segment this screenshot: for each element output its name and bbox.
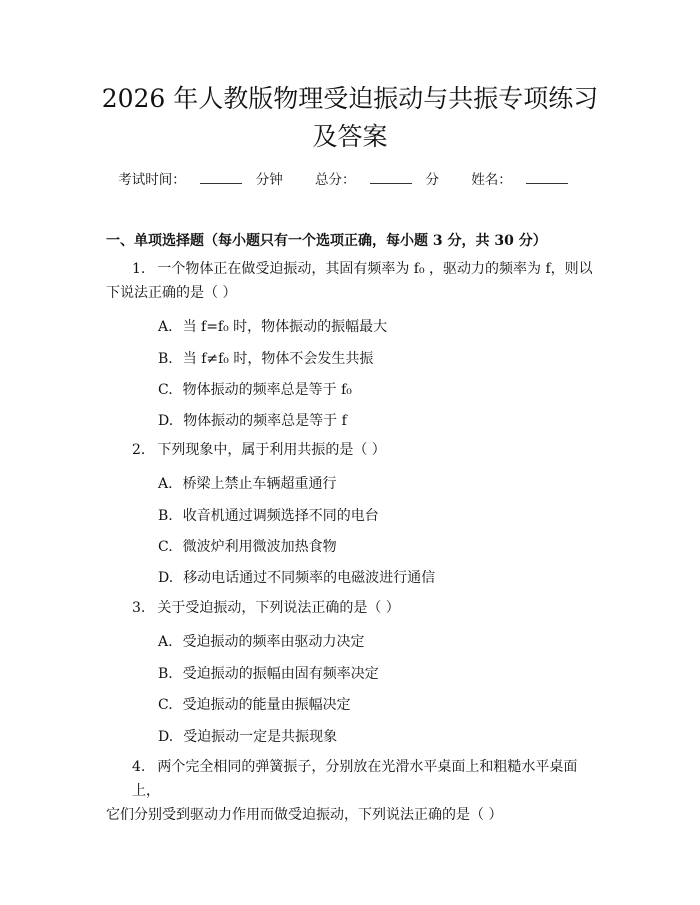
question-stem-cont: 下说法正确的是（ ） — [106, 285, 237, 301]
question-stem: 下列现象中，属于利用共振的是（ ） — [157, 442, 386, 458]
question-number: 4. — [132, 759, 146, 775]
score-blank — [370, 171, 412, 184]
option-2c — [158, 536, 337, 556]
exam-score — [315, 172, 439, 188]
question-number: 3. — [132, 600, 146, 616]
question-number: 2. — [132, 442, 146, 458]
option-2b — [158, 505, 379, 525]
option-3b — [158, 663, 379, 683]
option-text: 物体振动的频率总是等于 f₀ — [182, 382, 352, 398]
option-letter: A. — [158, 476, 173, 492]
question-number: 1. — [132, 261, 146, 277]
option-1c — [158, 379, 352, 399]
option-letter: A. — [158, 634, 173, 650]
exam-time — [118, 172, 283, 188]
option-1b — [158, 348, 373, 368]
option-text: 当 f=f₀ 时，物体振动的振幅最大 — [182, 319, 388, 335]
time-unit: 分钟 — [255, 172, 283, 188]
question-stem-cont: 它们分别受到驱动力作用而做受迫振动，下列说法正确的是（ ） — [106, 807, 503, 823]
exam-meta — [0, 168, 700, 188]
option-text: 桥梁上禁止车辆超重通行 — [182, 476, 337, 492]
score-unit: 分 — [425, 172, 439, 188]
option-2a — [158, 473, 337, 493]
option-text: 微波炉利用微波加热食物 — [182, 539, 337, 555]
option-letter: D. — [158, 570, 174, 586]
option-text: 物体振动的频率总是等于 f — [183, 413, 347, 429]
option-letter: C. — [158, 382, 173, 398]
option-letter: B. — [158, 666, 173, 682]
question-stem: 一个物体正在做受迫振动，其固有频率为 f₀ ，驱动力的频率为 f，则以 — [157, 261, 593, 277]
option-text: 受迫振动的能量由振幅决定 — [182, 697, 351, 713]
exam-name — [471, 172, 582, 188]
option-3a — [158, 631, 365, 651]
option-letter: C. — [158, 539, 173, 555]
question-3 — [106, 596, 601, 620]
option-3c — [158, 694, 351, 714]
name-blank — [526, 171, 568, 184]
option-3d — [158, 726, 337, 746]
time-blank — [200, 171, 242, 184]
option-text: 受迫振动一定是共振现象 — [183, 729, 338, 745]
question-2 — [106, 438, 601, 462]
score-label: 总分： — [315, 172, 356, 188]
option-text: 受迫振动的振幅由固有频率决定 — [182, 666, 379, 682]
option-letter: C. — [158, 697, 173, 713]
name-label: 姓名： — [471, 172, 512, 188]
document-title-line2: 及答案 — [312, 122, 388, 151]
section-heading: 一、单项选择题（每小题只有一个选项正确，每小题 3 分，共 30 分） — [106, 233, 547, 249]
question-stem: 两个完全相同的弹簧振子，分别放在光滑水平桌面上和粗糙水平桌面上， — [132, 759, 578, 799]
document-title-line1: 2026 年人教版物理受迫振动与共振专项练习 — [101, 84, 599, 113]
option-letter: B. — [158, 508, 173, 524]
question-4 — [106, 755, 601, 827]
option-text: 当 f≠f₀ 时，物体不会发生共振 — [182, 351, 374, 367]
option-2d — [158, 567, 435, 587]
option-letter: B. — [158, 351, 173, 367]
option-text: 收音机通过调频选择不同的电台 — [182, 508, 379, 524]
option-1d — [158, 410, 347, 430]
option-letter: D. — [158, 729, 174, 745]
option-text: 移动电话通过不同频率的电磁波进行通信 — [183, 570, 436, 586]
time-label: 考试时间： — [118, 172, 186, 188]
question-1 — [106, 257, 601, 305]
option-letter: A. — [158, 319, 173, 335]
option-1a — [158, 316, 387, 336]
question-stem: 关于受迫振动，下列说法正确的是（ ） — [157, 600, 400, 616]
option-text: 受迫振动的频率由驱动力决定 — [182, 634, 365, 650]
option-letter: D. — [158, 413, 174, 429]
